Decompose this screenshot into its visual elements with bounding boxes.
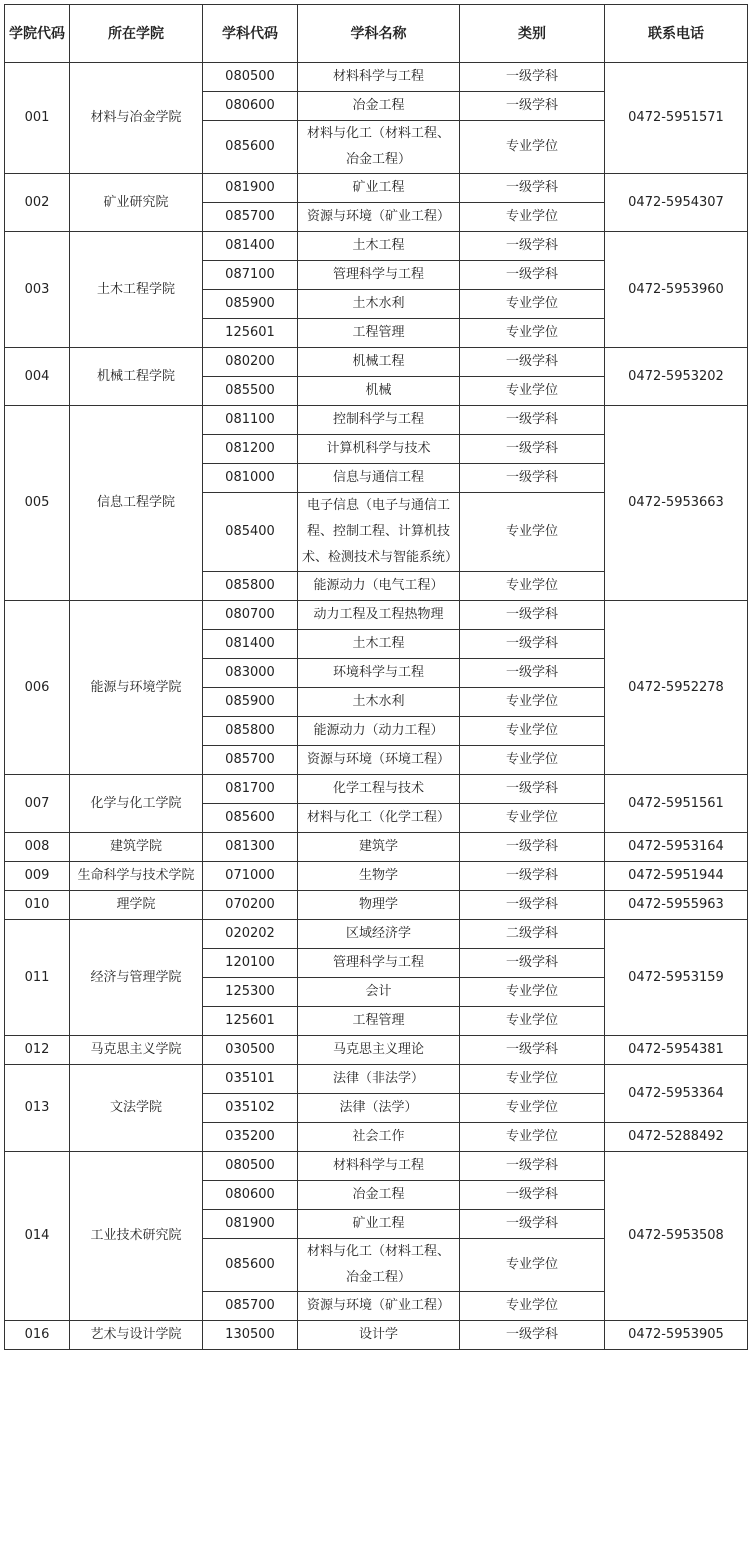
discipline-name-cell: 生物学: [298, 862, 460, 891]
table-row: [5, 406, 748, 435]
discipline-code-cell: 081400: [203, 232, 298, 261]
phone-cell: 0472-5952278: [605, 601, 748, 775]
category-cell: 一级学科: [460, 891, 605, 920]
table-row: [5, 601, 748, 630]
discipline-code-cell: 070200: [203, 891, 298, 920]
discipline-code-cell: 085400: [203, 493, 298, 572]
table-row: [5, 862, 748, 891]
college-name-cell: 材料与冶金学院: [70, 63, 203, 174]
category-cell: 专业学位: [460, 688, 605, 717]
discipline-code-cell: 081300: [203, 833, 298, 862]
phone-cell: 0472-5951571: [605, 63, 748, 174]
discipline-code-cell: 080500: [203, 63, 298, 92]
category-cell: 专业学位: [460, 1065, 605, 1094]
college-name-cell: 理学院: [70, 891, 203, 920]
discipline-name-cell: 环境科学与工程: [298, 659, 460, 688]
discipline-code-cell: 120100: [203, 949, 298, 978]
discipline-name-cell: 材料与化工（材料工程、冶金工程）: [298, 121, 460, 174]
discipline-name-cell: 土木水利: [298, 688, 460, 717]
discipline-code-cell: 083000: [203, 659, 298, 688]
college-code-cell: 014: [5, 1152, 70, 1321]
phone-cell: 0472-5954307: [605, 174, 748, 232]
header-college-code: 学院代码: [5, 5, 70, 63]
college-code-cell: 010: [5, 891, 70, 920]
discipline-name-cell: 马克思主义理论: [298, 1036, 460, 1065]
category-cell: 一级学科: [460, 464, 605, 493]
discipline-code-cell: 085600: [203, 121, 298, 174]
category-cell: 专业学位: [460, 203, 605, 232]
table-row: [5, 1152, 748, 1181]
college-code-cell: 007: [5, 775, 70, 833]
discipline-code-cell: 085900: [203, 688, 298, 717]
phone-cell: 0472-5953960: [605, 232, 748, 348]
college-name-cell: 文法学院: [70, 1065, 203, 1152]
table-row: [5, 1036, 748, 1065]
discipline-code-cell: 125601: [203, 1007, 298, 1036]
discipline-name-cell: 电子信息（电子与通信工程、控制工程、计算机技术、检测技术与智能系统）: [298, 493, 460, 572]
college-name-cell: 矿业研究院: [70, 174, 203, 232]
discipline-name-cell: 材料与化工（化学工程）: [298, 804, 460, 833]
college-name-cell: 工业技术研究院: [70, 1152, 203, 1321]
college-name-cell: 艺术与设计学院: [70, 1321, 203, 1350]
discipline-name-cell: 社会工作: [298, 1123, 460, 1152]
discipline-name-cell: 管理科学与工程: [298, 949, 460, 978]
category-cell: 一级学科: [460, 659, 605, 688]
discipline-code-cell: 081000: [203, 464, 298, 493]
table-row: [5, 775, 748, 804]
phone-cell: 0472-5951944: [605, 862, 748, 891]
college-code-cell: 001: [5, 63, 70, 174]
college-code-cell: 009: [5, 862, 70, 891]
college-code-cell: 008: [5, 833, 70, 862]
category-cell: 一级学科: [460, 435, 605, 464]
college-code-cell: 013: [5, 1065, 70, 1152]
discipline-name-cell: 机械: [298, 377, 460, 406]
category-cell: 专业学位: [460, 746, 605, 775]
discipline-name-cell: 矿业工程: [298, 174, 460, 203]
discipline-code-cell: 085600: [203, 1239, 298, 1292]
discipline-name-cell: 建筑学: [298, 833, 460, 862]
category-cell: 一级学科: [460, 775, 605, 804]
category-cell: 一级学科: [460, 92, 605, 121]
phone-cell: 0472-5955963: [605, 891, 748, 920]
table-row: [5, 63, 748, 92]
category-cell: 专业学位: [460, 1007, 605, 1036]
discipline-name-cell: 能源动力（动力工程）: [298, 717, 460, 746]
discipline-code-cell: 081400: [203, 630, 298, 659]
discipline-name-cell: 资源与环境（矿业工程）: [298, 203, 460, 232]
college-code-cell: 016: [5, 1321, 70, 1350]
category-cell: 一级学科: [460, 1321, 605, 1350]
discipline-code-cell: 080600: [203, 92, 298, 121]
category-cell: 专业学位: [460, 290, 605, 319]
discipline-code-cell: 081700: [203, 775, 298, 804]
category-cell: 一级学科: [460, 949, 605, 978]
table-body: [5, 63, 748, 1350]
college-code-cell: 004: [5, 348, 70, 406]
discipline-code-cell: 085700: [203, 746, 298, 775]
discipline-name-cell: 土木工程: [298, 630, 460, 659]
table-row: [5, 348, 748, 377]
discipline-code-cell: 081900: [203, 174, 298, 203]
discipline-name-cell: 资源与环境（环境工程）: [298, 746, 460, 775]
discipline-name-cell: 信息与通信工程: [298, 464, 460, 493]
category-cell: 一级学科: [460, 1036, 605, 1065]
table-row: [5, 833, 748, 862]
category-cell: 一级学科: [460, 833, 605, 862]
category-cell: 专业学位: [460, 1239, 605, 1292]
discipline-code-cell: 071000: [203, 862, 298, 891]
discipline-name-cell: 材料科学与工程: [298, 63, 460, 92]
discipline-name-cell: 会计: [298, 978, 460, 1007]
header-discipline-name: 学科名称: [298, 5, 460, 63]
table-row: [5, 1065, 748, 1094]
category-cell: 一级学科: [460, 601, 605, 630]
discipline-table: [4, 4, 748, 1350]
college-code-cell: 005: [5, 406, 70, 601]
table-row: [5, 174, 748, 203]
category-cell: 一级学科: [460, 862, 605, 891]
phone-cell: 0472-5954381: [605, 1036, 748, 1065]
discipline-name-cell: 区域经济学: [298, 920, 460, 949]
discipline-name-cell: 控制科学与工程: [298, 406, 460, 435]
category-cell: 专业学位: [460, 1094, 605, 1123]
discipline-name-cell: 法律（非法学）: [298, 1065, 460, 1094]
college-name-cell: 化学与化工学院: [70, 775, 203, 833]
discipline-code-cell: 035200: [203, 1123, 298, 1152]
phone-cell: 0472-5953663: [605, 406, 748, 601]
discipline-code-cell: 030500: [203, 1036, 298, 1065]
college-name-cell: 马克思主义学院: [70, 1036, 203, 1065]
discipline-name-cell: 法律（法学）: [298, 1094, 460, 1123]
discipline-code-cell: 080200: [203, 348, 298, 377]
category-cell: 一级学科: [460, 1210, 605, 1239]
discipline-name-cell: 土木工程: [298, 232, 460, 261]
discipline-name-cell: 资源与环境（矿业工程）: [298, 1292, 460, 1321]
discipline-code-cell: 087100: [203, 261, 298, 290]
category-cell: 专业学位: [460, 121, 605, 174]
college-code-cell: 003: [5, 232, 70, 348]
discipline-name-cell: 管理科学与工程: [298, 261, 460, 290]
discipline-name-cell: 冶金工程: [298, 1181, 460, 1210]
discipline-name-cell: 物理学: [298, 891, 460, 920]
college-name-cell: 建筑学院: [70, 833, 203, 862]
discipline-code-cell: 085800: [203, 572, 298, 601]
category-cell: 专业学位: [460, 1123, 605, 1152]
category-cell: 一级学科: [460, 63, 605, 92]
phone-cell: 0472-5953364: [605, 1065, 748, 1123]
category-cell: 一级学科: [460, 174, 605, 203]
header-college: 所在学院: [70, 5, 203, 63]
discipline-code-cell: 081900: [203, 1210, 298, 1239]
college-name-cell: 机械工程学院: [70, 348, 203, 406]
discipline-code-cell: 081200: [203, 435, 298, 464]
category-cell: 一级学科: [460, 406, 605, 435]
college-name-cell: 信息工程学院: [70, 406, 203, 601]
discipline-code-cell: 085600: [203, 804, 298, 833]
college-code-cell: 006: [5, 601, 70, 775]
college-name-cell: 经济与管理学院: [70, 920, 203, 1036]
college-code-cell: 012: [5, 1036, 70, 1065]
discipline-name-cell: 材料科学与工程: [298, 1152, 460, 1181]
phone-cell: 0472-5953164: [605, 833, 748, 862]
discipline-code-cell: 125300: [203, 978, 298, 1007]
discipline-code-cell: 080700: [203, 601, 298, 630]
header-phone: 联系电话: [605, 5, 748, 63]
category-cell: 一级学科: [460, 630, 605, 659]
discipline-name-cell: 矿业工程: [298, 1210, 460, 1239]
category-cell: 专业学位: [460, 319, 605, 348]
category-cell: 专业学位: [460, 717, 605, 746]
table-row: [5, 1321, 748, 1350]
discipline-name-cell: 能源动力（电气工程）: [298, 572, 460, 601]
header-category: 类别: [460, 5, 605, 63]
discipline-code-cell: 081100: [203, 406, 298, 435]
category-cell: 一级学科: [460, 1152, 605, 1181]
category-cell: 一级学科: [460, 1181, 605, 1210]
discipline-code-cell: 085700: [203, 203, 298, 232]
header-discipline-code: 学科代码: [203, 5, 298, 63]
college-code-cell: 011: [5, 920, 70, 1036]
phone-cell: 0472-5953202: [605, 348, 748, 406]
discipline-code-cell: 085700: [203, 1292, 298, 1321]
discipline-name-cell: 材料与化工（材料工程、冶金工程）: [298, 1239, 460, 1292]
category-cell: 专业学位: [460, 377, 605, 406]
college-name-cell: 能源与环境学院: [70, 601, 203, 775]
phone-cell: 0472-5951561: [605, 775, 748, 833]
category-cell: 专业学位: [460, 978, 605, 1007]
college-name-cell: 土木工程学院: [70, 232, 203, 348]
discipline-code-cell: 035102: [203, 1094, 298, 1123]
college-name-cell: 生命科学与技术学院: [70, 862, 203, 891]
discipline-code-cell: 020202: [203, 920, 298, 949]
phone-cell: 0472-5953905: [605, 1321, 748, 1350]
category-cell: 一级学科: [460, 261, 605, 290]
discipline-code-cell: 130500: [203, 1321, 298, 1350]
discipline-name-cell: 冶金工程: [298, 92, 460, 121]
phone-cell: 0472-5288492: [605, 1123, 748, 1152]
category-cell: 一级学科: [460, 348, 605, 377]
discipline-name-cell: 动力工程及工程热物理: [298, 601, 460, 630]
discipline-code-cell: 085900: [203, 290, 298, 319]
discipline-name-cell: 土木水利: [298, 290, 460, 319]
category-cell: 专业学位: [460, 1292, 605, 1321]
category-cell: 一级学科: [460, 232, 605, 261]
discipline-code-cell: 085800: [203, 717, 298, 746]
discipline-code-cell: 080500: [203, 1152, 298, 1181]
discipline-code-cell: 080600: [203, 1181, 298, 1210]
discipline-name-cell: 工程管理: [298, 1007, 460, 1036]
discipline-code-cell: 125601: [203, 319, 298, 348]
phone-cell: 0472-5953508: [605, 1152, 748, 1321]
table-row: [5, 891, 748, 920]
phone-cell: 0472-5953159: [605, 920, 748, 1036]
college-code-cell: 002: [5, 174, 70, 232]
header-row: [5, 5, 748, 63]
category-cell: 二级学科: [460, 920, 605, 949]
discipline-name-cell: 计算机科学与技术: [298, 435, 460, 464]
discipline-name-cell: 设计学: [298, 1321, 460, 1350]
discipline-code-cell: 085500: [203, 377, 298, 406]
category-cell: 专业学位: [460, 493, 605, 572]
category-cell: 专业学位: [460, 804, 605, 833]
discipline-name-cell: 化学工程与技术: [298, 775, 460, 804]
table-row: [5, 232, 748, 261]
category-cell: 专业学位: [460, 572, 605, 601]
discipline-name-cell: 工程管理: [298, 319, 460, 348]
discipline-name-cell: 机械工程: [298, 348, 460, 377]
discipline-code-cell: 035101: [203, 1065, 298, 1094]
table-row: [5, 920, 748, 949]
